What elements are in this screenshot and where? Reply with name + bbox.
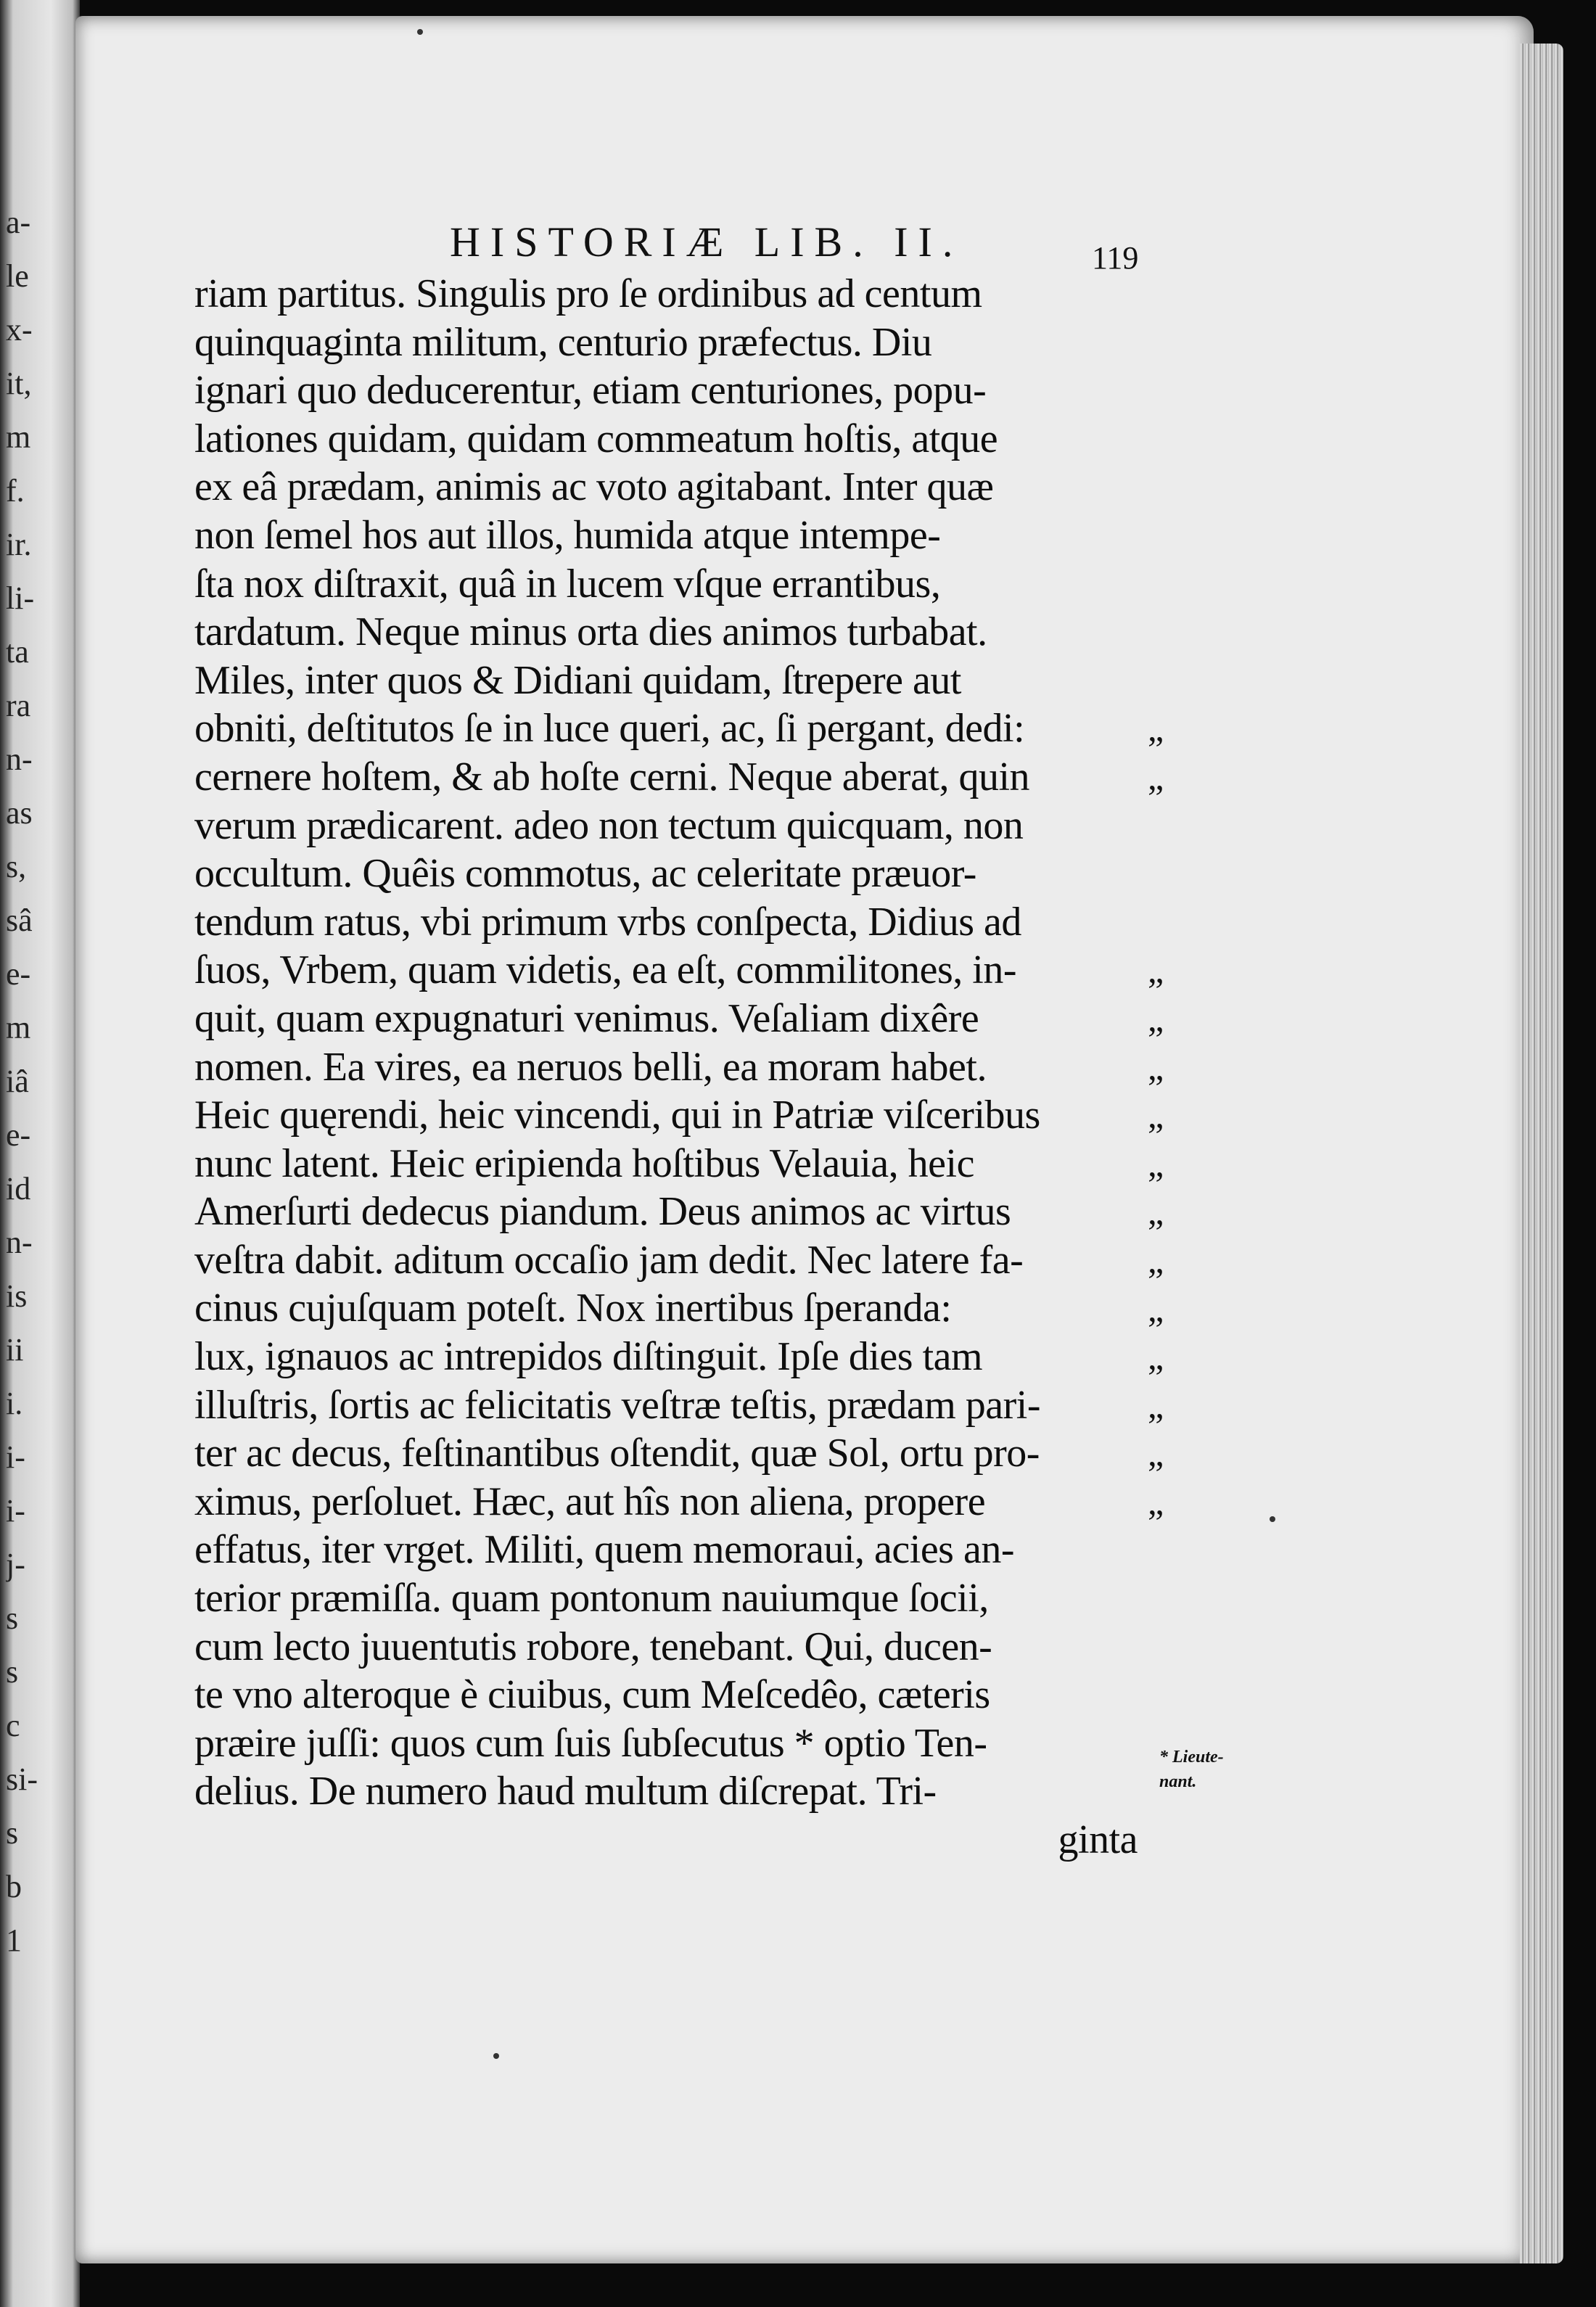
text-line: tardatum. Neque minus orta dies animos turbabat.	[194, 609, 987, 655]
quotation-mark: „	[1148, 1143, 1164, 1184]
speck	[493, 2053, 499, 2059]
marginal-note	[1159, 1745, 1239, 1794]
facing-page-fragment: s	[6, 1815, 19, 1851]
text-line: ſuos, Vrbem, quam videtis, ea eſt, commilitones, in-	[194, 947, 1016, 993]
text-line: Miles, inter quos & Didiani quidam, ſtrepere aut	[194, 657, 961, 703]
facing-page-fragment: ii	[6, 1332, 24, 1368]
facing-page-fragment: ra	[6, 688, 31, 723]
page-edges	[1520, 44, 1563, 2263]
text-line: cernere hoſtem, & ab hoſte cerni. Neque aberat, quin	[194, 754, 1030, 799]
text-line: ſta nox diſtraxit, quâ in lucem vſque errantibus,	[194, 561, 941, 606]
body-text	[194, 270, 1138, 1864]
text-line: terior præmiſſa. quam pontonum nauiumque ſocii,	[194, 1576, 989, 1621]
text-line: tendum ratus, vbi primum vrbs conſpecta, Didius ad	[194, 899, 1021, 945]
quotation-mark: „	[1148, 998, 1164, 1039]
facing-page-fragment: x-	[6, 312, 33, 348]
quotation-mark: „	[1148, 1384, 1164, 1426]
speck	[1270, 1516, 1275, 1522]
top-edge-fragment	[203, 0, 377, 10]
text-line: nunc latent. Heic eripienda hoſtibus Velauia, heic	[194, 1140, 974, 1186]
facing-page-fragment: ta	[6, 634, 29, 670]
facing-page-fragment: li-	[6, 580, 35, 616]
speck	[417, 29, 423, 35]
facing-page-fragment: e-	[6, 1117, 31, 1153]
facing-page-fragment: s	[6, 1654, 19, 1690]
facing-page-fragment: a-	[6, 205, 31, 240]
text-line: lux, ignauos ac intrepidos diſtinguit. Ipſe dies tam	[194, 1334, 983, 1380]
quotation-mark: „	[1148, 1240, 1164, 1280]
catchword: ginta	[1058, 1817, 1138, 1862]
text-line: occultum. Quêis commotus, ac celeritate præuor-	[194, 851, 976, 897]
marginal-note-line-1: * Lieute-	[1159, 1748, 1224, 1767]
text-line: veſtra dabit. aditum occaſio jam dedit. Nec latere fa-	[194, 1237, 1024, 1283]
facing-page-text-fragments	[6, 196, 49, 1967]
text-line: ximus, perſoluet. Hæc, aut hîs non aliena, propere	[194, 1479, 986, 1524]
facing-page-fragment: si-	[6, 1761, 38, 1797]
facing-page-fragment: c	[6, 1708, 20, 1743]
quotation-mark: „	[1148, 1046, 1164, 1087]
text-line: præire juſſi: quos cum ſuis ſubſecutus * optio Ten-	[194, 1720, 987, 1766]
text-line: cinus cujuſquam poteſt. Nox inertibus ſperanda:	[194, 1286, 952, 1331]
facing-page-fragment: m	[6, 419, 31, 455]
text-line: non ſemel hos aut illos, humida atque intempe-	[194, 512, 941, 558]
facing-page-fragment: 1	[6, 1922, 22, 1958]
facing-page-edge	[0, 0, 80, 2307]
facing-page-fragment: as	[6, 795, 33, 831]
facing-page-fragment: iâ	[6, 1064, 29, 1099]
text-line: cum lecto juuentutis robore, tenebant. Qui, ducen-	[194, 1624, 992, 1669]
text-line: ex eâ prædam, animis ac voto agitabant. Inter quæ	[194, 464, 994, 510]
text-line: Amerſurti dedecus piandum. Deus animos ac virtus	[194, 1189, 1011, 1235]
marginal-note-line-2: nant.	[1159, 1772, 1197, 1791]
text-line: nomen. Ea vires, ea neruos belli, ea moram habet.	[194, 1044, 987, 1090]
quotation-mark: „	[1148, 708, 1164, 749]
text-line: illuſtris, ſortis ac felicitatis veſtræ teſtis, prædam pari-	[194, 1382, 1040, 1428]
text-line: Heic quęrendi, heic vincendi, qui in Patriæ viſceribus	[194, 1093, 1040, 1138]
facing-page-fragment: le	[6, 258, 29, 294]
text-line: quinquaginta militum, centurio præfectus. Diu	[194, 319, 932, 365]
facing-page-fragment: b	[6, 1869, 22, 1904]
text-line: ignari quo deducerentur, etiam centuriones, popu-	[194, 368, 987, 414]
facing-page-fragment: m	[6, 1010, 31, 1045]
text-line: delius. De numero haud multum diſcrepat. Tri-	[194, 1769, 937, 1814]
text-line: lationes quidam, quidam commeatum hoſtis, atque	[194, 416, 998, 461]
facing-page-fragment: i-	[6, 1493, 25, 1529]
facing-page-fragment: ir.	[6, 527, 32, 562]
facing-page-fragment: s,	[6, 849, 27, 884]
quotation-mark: „	[1148, 1433, 1164, 1474]
facing-page-fragment: it,	[6, 366, 32, 401]
text-line: ter ac decus, feſtinantibus oſtendit, quæ Sol, ortu pro-	[194, 1431, 1040, 1476]
running-head: HISTORIÆ LIB. II.	[450, 218, 963, 266]
facing-page-fragment: id	[6, 1171, 31, 1206]
facing-page-fragment: i-	[6, 1439, 25, 1475]
text-line: verum prædicarent. adeo non tectum quicquam, non	[194, 802, 1024, 848]
quotation-mark: „	[1148, 1481, 1164, 1522]
text-line: obniti, deſtitutos ſe in luce queri, ac, ſi pergant, dedi:	[194, 706, 1025, 752]
page-number: 119	[1092, 240, 1139, 276]
facing-page-fragment: sâ	[6, 902, 33, 938]
quotation-mark: „	[1148, 950, 1164, 991]
facing-page-fragment: f.	[6, 473, 25, 509]
facing-page-fragment: n-	[6, 1225, 33, 1260]
quotation-mark: „	[1148, 1288, 1164, 1329]
text-line: effatus, iter vrget. Militi, quem memoraui, acies an-	[194, 1527, 1014, 1573]
text-line: te vno alteroque è ciuibus, cum Meſcedêo, cæteris	[194, 1672, 990, 1718]
facing-page-fragment: n-	[6, 741, 33, 777]
facing-page-fragment: i.	[6, 1386, 23, 1421]
facing-page-fragment: j-	[6, 1547, 25, 1582]
facing-page-fragment: s	[6, 1600, 19, 1636]
text-line: quit, quam expugnaturi venimus. Veſaliam dixêre	[194, 995, 979, 1041]
facing-page-fragment: is	[6, 1278, 28, 1314]
facing-page-fragment: e-	[6, 956, 31, 992]
quotation-mark: „	[1148, 757, 1164, 797]
quotation-mark: „	[1148, 1336, 1164, 1378]
quotation-mark: „	[1148, 1191, 1164, 1233]
text-line: riam partitus. Singulis pro ſe ordinibus ad centum	[194, 271, 982, 316]
quotation-mark: „	[1148, 1095, 1164, 1136]
